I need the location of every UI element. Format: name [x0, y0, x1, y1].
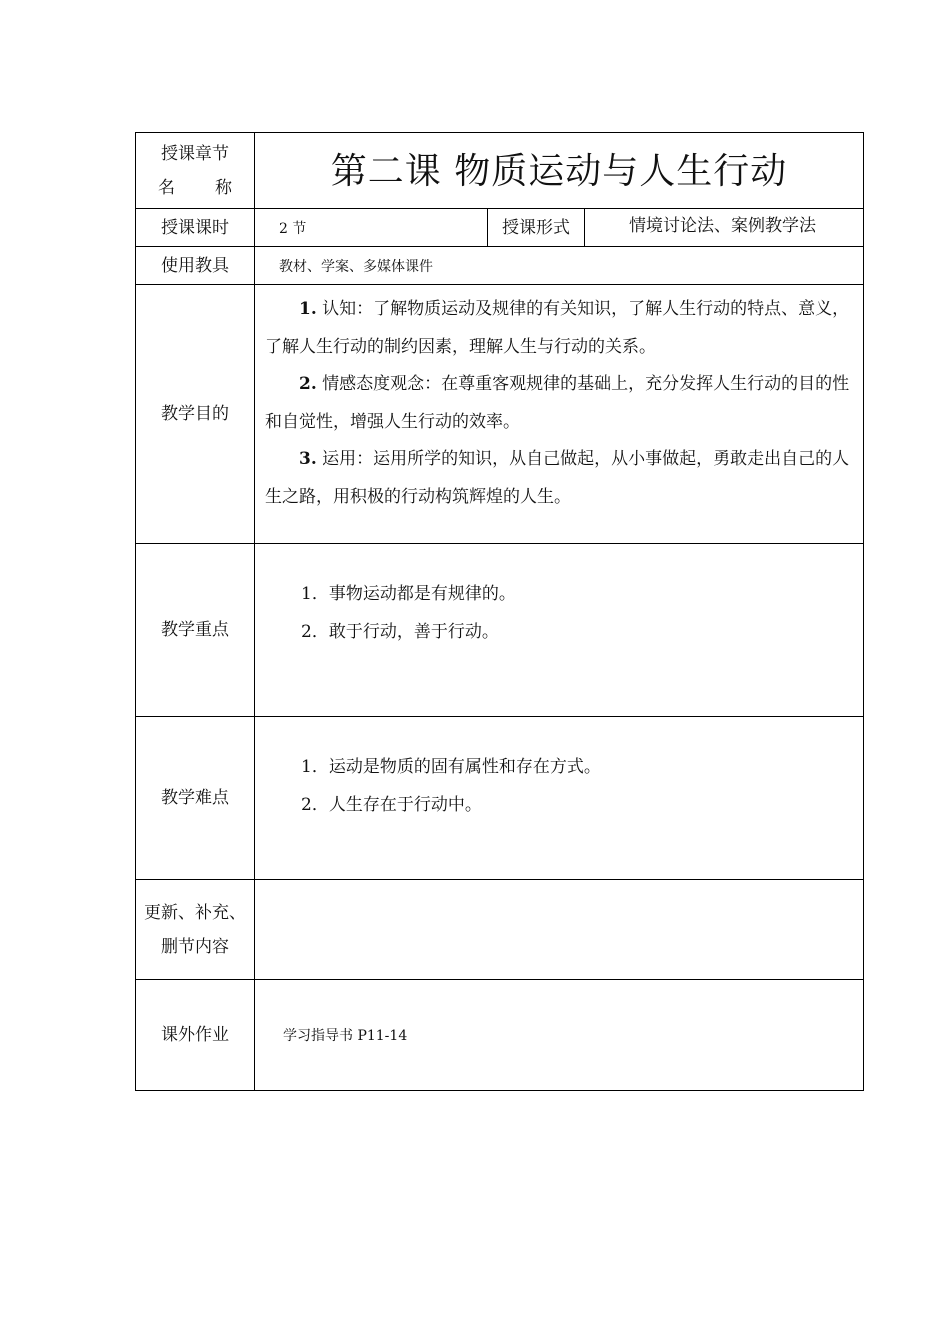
chapter-label-line1: 授课章节 [161, 143, 229, 164]
updates-label-line1: 更新、补充、 [144, 902, 246, 923]
lesson-title: 第二课 物质运动与人生行动 [330, 150, 788, 192]
tools-label: 使用教具 [136, 247, 255, 285]
row-updates [136, 880, 864, 980]
hours-value: 2 节 [255, 209, 488, 247]
objective-num: 3. [299, 449, 317, 469]
objective-num: 1. [299, 299, 317, 319]
objective-num: 2. [299, 374, 317, 394]
updates-label-line2: 删节内容 [161, 936, 229, 957]
difficult-points-label: 教学难点 [136, 717, 255, 880]
updates-content [255, 880, 864, 980]
row-chapter [136, 133, 864, 209]
chapter-label-char2: 称 [215, 177, 232, 198]
difficult-point-item: 2．人生存在于行动中。 [301, 795, 482, 815]
difficult-point-item: 1．运动是物质的固有属性和存在方式。 [301, 757, 601, 777]
key-points-content [255, 544, 864, 717]
key-point-item: 2．敢于行动，善于行动。 [301, 622, 499, 642]
objective-item [265, 291, 855, 366]
chapter-label-line2 [136, 171, 254, 205]
updates-label [136, 880, 255, 980]
chapter-label-char1: 名 [158, 177, 175, 198]
objective-text: 认知：了解物质运动及规律的有关知识，了解人生行动的特点、意义，了解人生行动的制约因素，理解人生与行动的关系。 [265, 299, 850, 357]
objective-text: 运用：运用所学的知识，从自己做起，从小事做起，勇敢走出自己的人生之路，用积极的行动构筑辉煌的人生。 [265, 449, 850, 507]
objectives-label: 教学目的 [136, 285, 255, 544]
form-label: 授课形式 [488, 209, 585, 247]
key-point-item: 1．事物运动都是有规律的。 [301, 584, 516, 604]
row-key-points [136, 544, 864, 717]
homework-value: 学习指导书 P11-14 [255, 980, 864, 1091]
form-value: 情境讨论法、案例教学法 [585, 209, 864, 247]
difficult-points-content [255, 717, 864, 880]
row-hours [136, 209, 864, 247]
chapter-label-cell [136, 133, 255, 209]
objective-text: 情感态度观念：在尊重客观规律的基础上，充分发挥人生行动的目的性和自觉性，增强人生行动的效率。 [265, 374, 850, 432]
row-homework [136, 980, 864, 1091]
key-points-label: 教学重点 [136, 544, 255, 717]
hours-label: 授课课时 [136, 209, 255, 247]
objective-item [265, 366, 855, 441]
row-difficult-points [136, 717, 864, 880]
tools-value: 教材、学案、多媒体课件 [255, 247, 864, 285]
objectives-content [255, 285, 864, 544]
row-tools [136, 247, 864, 285]
homework-label: 课外作业 [136, 980, 255, 1091]
lesson-title-cell [255, 133, 864, 209]
row-objectives [136, 285, 864, 544]
objective-item [265, 441, 855, 516]
lesson-plan-table [135, 132, 864, 1091]
